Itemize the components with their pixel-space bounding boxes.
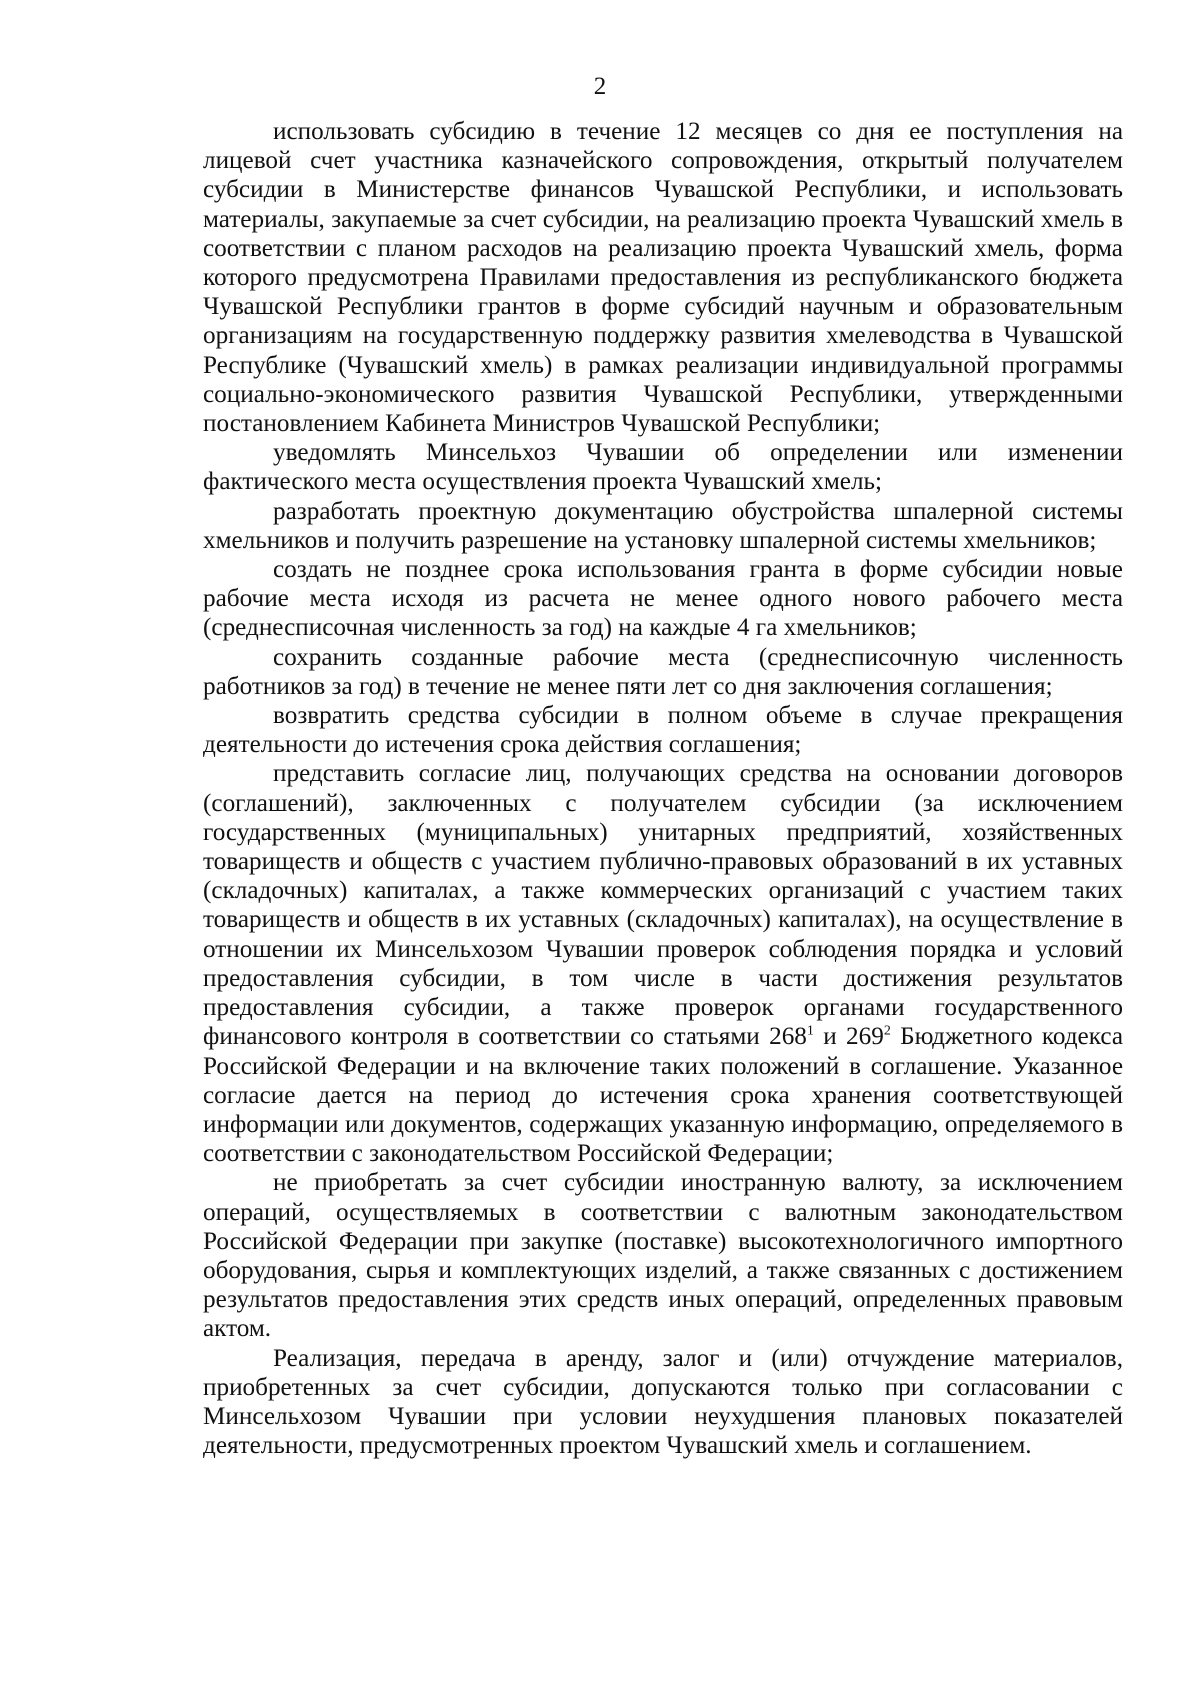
paragraph-return-funds: возвратить средства субсидии в полном объеме в случае прекращения деятельности до истечения срока действия соглашения; xyxy=(203,702,1123,759)
footnote-mark-1: 1 xyxy=(806,1023,814,1039)
paragraph-consent-audits xyxy=(203,759,1123,1168)
page-number: 2 xyxy=(593,73,607,100)
paragraph-subsidy-usage: использовать субсидию в течение 12 месяцев со дня ее поступления на лицевой счет участника казначейского сопровождения, открытый получателем субсидии в Министерстве финансов Чувашской Республики, и использовать материалы, закупаемые за счет субсидии, на реализацию проекта Чувашский хмель в соответствии с планом расходов на реализацию проекта Чувашский хмель, форма которого предусмотрена Правилами предоставления из республиканского бюджета Чувашской Республики грантов в форме субсидий научным и образовательным организациям на государственную поддержку развития хмелеводства в Чувашской Республике (Чувашский хмель) в рамках реализации индивидуальной программы социально-экономического развития Чувашской Республики, утвержденными постановлением Кабинета Министров Чувашской Республики; xyxy=(203,118,1123,438)
document-body xyxy=(203,117,1123,1460)
consent-text-part-1: представить согласие лиц, получающих средства на основании договоров (соглашений), заключенных с получателем субсидии (за исключением государственных (муниципальных) унитарных предприятий, хозяйственных товариществ и обществ с участием публично-правовых образований в их уставных (складочных) капиталах, а также коммерческих организаций с участием таких товариществ и обществ в их уставных (складочных) капиталах), на осуществление в отношении их Минсельхозом Чувашии проверок соблюдения порядка и условий предоставления субсидии, в том числе в части достижения результатов предоставления субсидии, а также проверок органами государственного финансового контроля в соответствии со статьями 268 xyxy=(203,760,1123,1051)
paragraph-keep-jobs: сохранить созданные рабочие места (среднесписочную численность работников за год) в течение не менее пяти лет со дня заключения соглашения; xyxy=(203,643,1123,700)
paragraph-create-jobs: создать не позднее срока использования гранта в форме субсидии новые рабочие места исходя из расчета не менее одного нового рабочего места (среднесписочная численность за год) на каждые 4 га хмельников; xyxy=(203,556,1123,642)
paragraph-foreign-currency: не приобретать за счет субсидии иностранную валюту, за исключением операций, осуществляемых в соответствии с валютным законодательством Российской Федерации при закупке (поставке) высокотехнологичного импортного оборудования, сырья и комплектующих изделий, а также связанных с достижением результатов предоставления этих средств иных операций, определенных правовым актом. xyxy=(203,1169,1123,1343)
paragraph-sale-lease-approval: Реализация, передача в аренду, залог и (или) отчуждение материалов, приобретенных за счет субсидии, допускаются только при согласовании с Минсельхозом Чувашии при условии неухудшения плановых показателей деятельности, предусмотренных проектом Чувашский хмель и соглашением. xyxy=(203,1344,1123,1460)
footnote-mark-2: 2 xyxy=(883,1023,891,1039)
paragraph-trellis-documentation: разработать проектную документацию обустройства шпалерной системы хмельников и получить разрешение на установку шпалерной системы хмельников; xyxy=(203,497,1123,554)
consent-text-part-2: и 269 xyxy=(813,1023,884,1051)
consent-text-part-3: Бюджетного кодекса Российской Федерации и на включение таких положений в соглашение. Указанное согласие дается на период до истечения срока хранения соответствующей информации или документов, содержащих указанную информацию, определяемого в соответствии с законодательством Российской Федерации; xyxy=(203,1023,1123,1168)
paragraph-notify-location: уведомлять Минсельхоз Чувашии об определении или изменении фактического места осуществления проекта Чувашский хмель; xyxy=(203,439,1123,496)
